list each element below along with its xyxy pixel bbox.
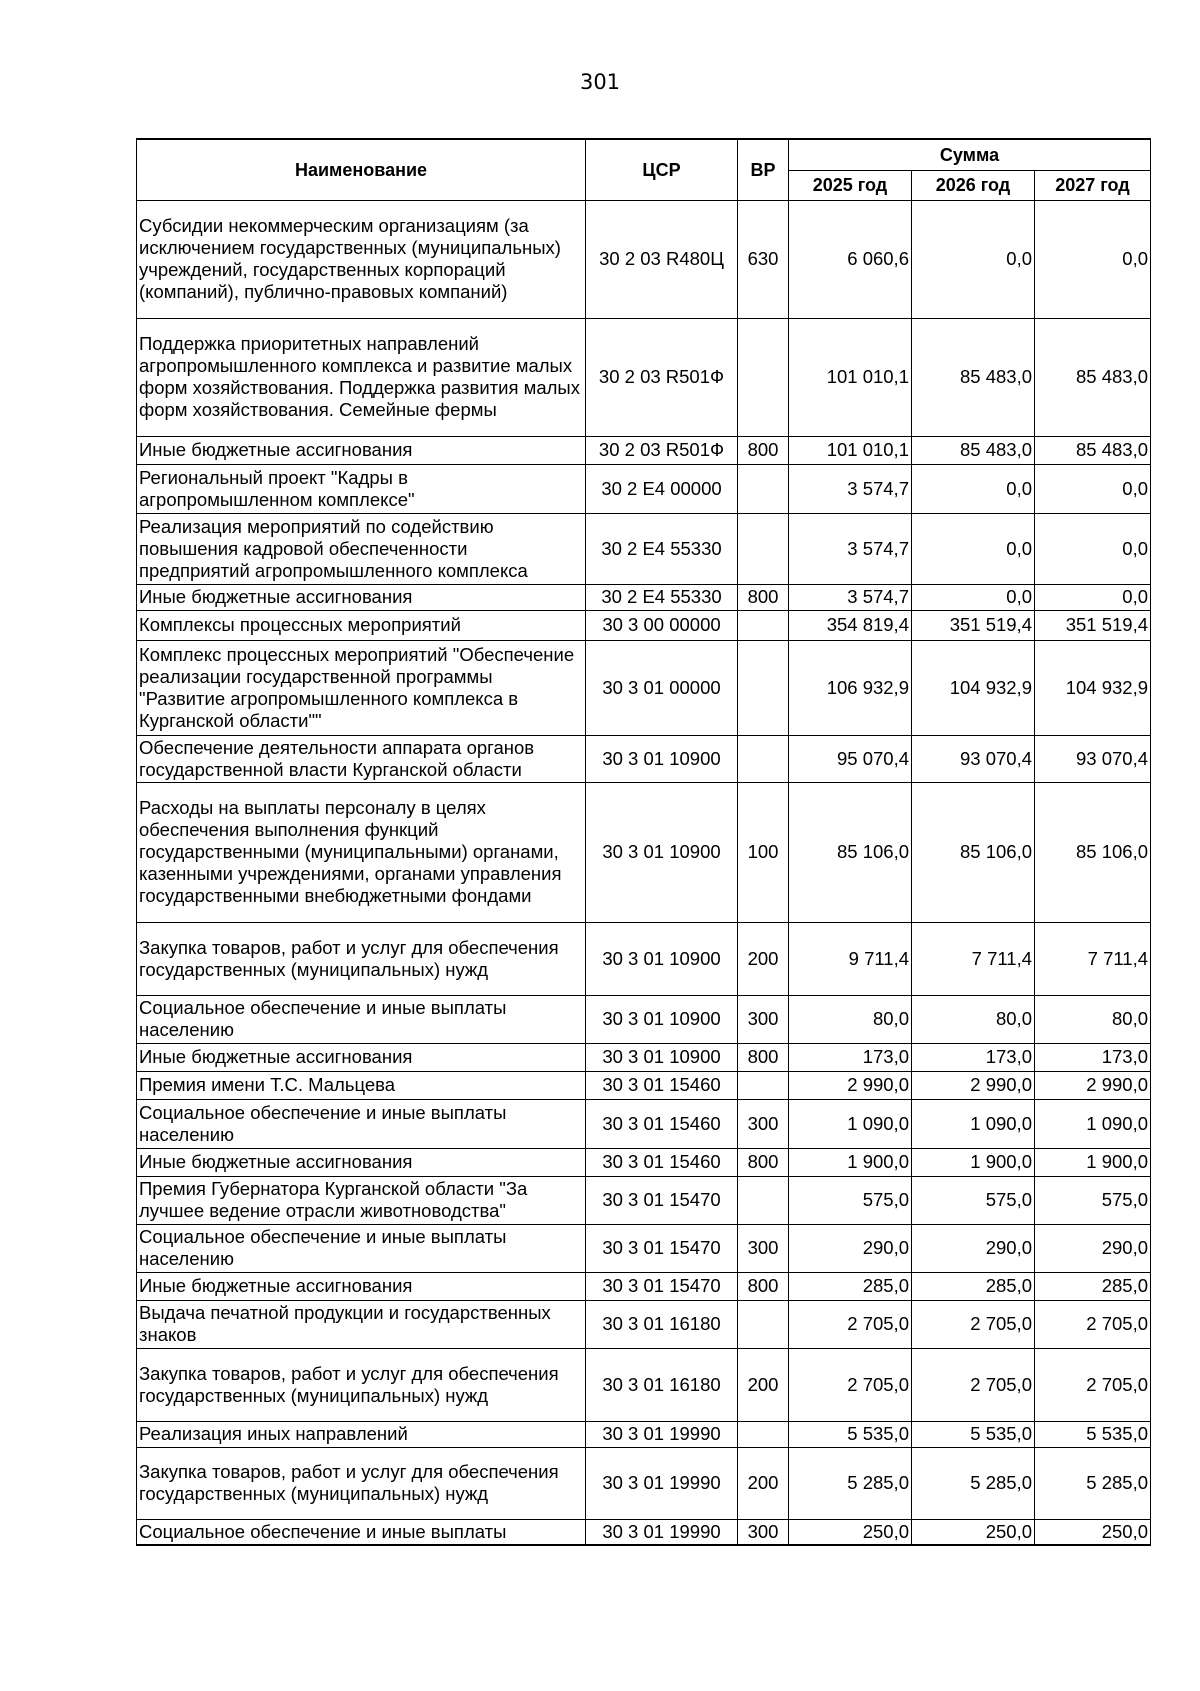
row-name-cell: Иные бюджетные ассигнования — [137, 1148, 586, 1176]
row-vr-cell: 300 — [738, 1224, 789, 1272]
row-name-cell: Региональный проект "Кадры в агропромышленном комплексе" — [137, 464, 586, 513]
row-sum-2025-cell: 290,0 — [789, 1224, 912, 1272]
row-name-cell: Выдача печатной продукции и государственных знаков — [137, 1300, 586, 1348]
table-row — [137, 513, 1151, 584]
row-csr-cell: 30 3 01 00000 — [586, 640, 738, 735]
row-csr-cell: 30 3 01 10900 — [586, 782, 738, 922]
row-sum-2025-cell: 6 060,6 — [789, 200, 912, 318]
row-sum-2026-cell: 285,0 — [912, 1272, 1035, 1300]
row-sum-2027-cell: 1 090,0 — [1035, 1099, 1151, 1148]
table-row — [137, 464, 1151, 513]
row-csr-cell: 30 2 03 R480Ц — [586, 200, 738, 318]
row-name-cell: Субсидии некоммерческим организациям (за исключением государственных (муниципальных) учреждений, государственных корпораций (компаний), публично-правовых компаний) — [137, 200, 586, 318]
table-row — [137, 782, 1151, 922]
row-sum-2025-cell: 285,0 — [789, 1272, 912, 1300]
row-sum-2027-cell: 0,0 — [1035, 513, 1151, 584]
table-row — [137, 1071, 1151, 1099]
table-row — [137, 1421, 1151, 1447]
table-row — [137, 1043, 1151, 1071]
row-csr-cell: 30 3 01 10900 — [586, 922, 738, 995]
row-sum-2027-cell: 7 711,4 — [1035, 922, 1151, 995]
row-sum-2026-cell: 85 483,0 — [912, 436, 1035, 464]
row-name-cell: Расходы на выплаты персоналу в целях обеспечения выполнения функций государственными (муниципальными) органами, казенными учреждениями, органами управления государственными внебюджетными фондами — [137, 782, 586, 922]
row-vr-cell — [738, 513, 789, 584]
row-sum-2026-cell: 85 106,0 — [912, 782, 1035, 922]
row-sum-2026-cell: 173,0 — [912, 1043, 1035, 1071]
row-sum-2027-cell: 575,0 — [1035, 1176, 1151, 1224]
row-name-cell: Реализация иных направлений — [137, 1421, 586, 1447]
row-sum-2025-cell: 85 106,0 — [789, 782, 912, 922]
table-row — [137, 1148, 1151, 1176]
row-name-cell: Закупка товаров, работ и услуг для обеспечения государственных (муниципальных) нужд — [137, 922, 586, 995]
row-csr-cell: 30 3 01 15470 — [586, 1176, 738, 1224]
row-sum-2027-cell: 173,0 — [1035, 1043, 1151, 1071]
row-name-cell: Иные бюджетные ассигнования — [137, 1272, 586, 1300]
row-sum-2026-cell: 1 090,0 — [912, 1099, 1035, 1148]
row-sum-2025-cell: 9 711,4 — [789, 922, 912, 995]
row-sum-2027-cell: 285,0 — [1035, 1272, 1151, 1300]
row-sum-2025-cell: 2 990,0 — [789, 1071, 912, 1099]
row-sum-2025-cell: 95 070,4 — [789, 735, 912, 782]
row-csr-cell: 30 3 01 15460 — [586, 1148, 738, 1176]
row-vr-cell: 800 — [738, 1148, 789, 1176]
row-sum-2026-cell: 0,0 — [912, 464, 1035, 513]
row-sum-2025-cell: 1 090,0 — [789, 1099, 912, 1148]
row-vr-cell — [738, 1421, 789, 1447]
row-csr-cell: 30 2 03 R501Ф — [586, 318, 738, 436]
table-row — [137, 1272, 1151, 1300]
row-name-cell: Премия Губернатора Курганской области "За лучшее ведение отрасли животноводства" — [137, 1176, 586, 1224]
row-sum-2027-cell: 2 705,0 — [1035, 1300, 1151, 1348]
row-sum-2027-cell: 85 483,0 — [1035, 436, 1151, 464]
row-name-cell: Иные бюджетные ассигнования — [137, 1043, 586, 1071]
row-sum-2026-cell: 290,0 — [912, 1224, 1035, 1272]
row-vr-cell — [738, 1176, 789, 1224]
row-sum-2027-cell: 80,0 — [1035, 995, 1151, 1043]
row-sum-2026-cell: 250,0 — [912, 1519, 1035, 1545]
row-sum-2026-cell: 2 990,0 — [912, 1071, 1035, 1099]
table-row — [137, 1224, 1151, 1272]
header-year-2026: 2026 год — [912, 170, 1035, 200]
header-sum: Сумма — [789, 139, 1151, 170]
table-row — [137, 1519, 1151, 1545]
row-vr-cell — [738, 1071, 789, 1099]
row-sum-2025-cell: 101 010,1 — [789, 436, 912, 464]
row-vr-cell: 200 — [738, 922, 789, 995]
table-row — [137, 1300, 1151, 1348]
table-row — [137, 1099, 1151, 1148]
row-sum-2025-cell: 3 574,7 — [789, 464, 912, 513]
table-row — [137, 436, 1151, 464]
row-sum-2027-cell: 250,0 — [1035, 1519, 1151, 1545]
row-sum-2026-cell: 85 483,0 — [912, 318, 1035, 436]
row-sum-2025-cell: 5 535,0 — [789, 1421, 912, 1447]
row-sum-2025-cell: 3 574,7 — [789, 584, 912, 610]
row-csr-cell: 30 2 E4 55330 — [586, 513, 738, 584]
table-header — [137, 139, 1151, 200]
row-sum-2026-cell: 2 705,0 — [912, 1300, 1035, 1348]
table-row — [137, 735, 1151, 782]
row-sum-2025-cell: 2 705,0 — [789, 1300, 912, 1348]
row-sum-2027-cell: 290,0 — [1035, 1224, 1151, 1272]
row-csr-cell: 30 3 01 19990 — [586, 1447, 738, 1519]
header-name: Наименование — [137, 139, 586, 200]
row-sum-2026-cell: 575,0 — [912, 1176, 1035, 1224]
row-sum-2026-cell: 2 705,0 — [912, 1348, 1035, 1421]
budget-table — [136, 138, 1151, 1546]
row-sum-2026-cell: 93 070,4 — [912, 735, 1035, 782]
row-sum-2026-cell: 351 519,4 — [912, 610, 1035, 640]
row-sum-2026-cell: 0,0 — [912, 584, 1035, 610]
table-body — [137, 200, 1151, 1545]
row-vr-cell: 200 — [738, 1348, 789, 1421]
row-sum-2025-cell: 250,0 — [789, 1519, 912, 1545]
row-name-cell: Социальное обеспечение и иные выплаты населению — [137, 1224, 586, 1272]
page-number: 301 — [579, 70, 621, 94]
row-sum-2027-cell: 2 990,0 — [1035, 1071, 1151, 1099]
row-sum-2025-cell: 1 900,0 — [789, 1148, 912, 1176]
table-row — [137, 610, 1151, 640]
row-sum-2025-cell: 354 819,4 — [789, 610, 912, 640]
row-sum-2026-cell: 80,0 — [912, 995, 1035, 1043]
row-vr-cell: 300 — [738, 1519, 789, 1545]
row-sum-2025-cell: 575,0 — [789, 1176, 912, 1224]
row-csr-cell: 30 2 03 R501Ф — [586, 436, 738, 464]
row-name-cell: Реализация мероприятий по содействию повышения кадровой обеспеченности предприятий агропромышленного комплекса — [137, 513, 586, 584]
row-name-cell: Иные бюджетные ассигнования — [137, 584, 586, 610]
row-vr-cell: 200 — [738, 1447, 789, 1519]
row-vr-cell — [738, 640, 789, 735]
row-csr-cell: 30 3 01 10900 — [586, 1043, 738, 1071]
table-row — [137, 640, 1151, 735]
row-sum-2027-cell: 0,0 — [1035, 584, 1151, 610]
row-sum-2027-cell: 351 519,4 — [1035, 610, 1151, 640]
row-name-cell: Комплексы процессных мероприятий — [137, 610, 586, 640]
header-vr: ВР — [738, 139, 789, 200]
row-sum-2026-cell: 0,0 — [912, 513, 1035, 584]
row-name-cell: Обеспечение деятельности аппарата органов государственной власти Курганской области — [137, 735, 586, 782]
header-csr: ЦСР — [586, 139, 738, 200]
row-sum-2025-cell: 5 285,0 — [789, 1447, 912, 1519]
row-sum-2025-cell: 106 932,9 — [789, 640, 912, 735]
row-csr-cell: 30 2 E4 00000 — [586, 464, 738, 513]
row-sum-2027-cell: 0,0 — [1035, 464, 1151, 513]
row-vr-cell — [738, 1300, 789, 1348]
row-vr-cell: 800 — [738, 1272, 789, 1300]
table-row — [137, 995, 1151, 1043]
row-sum-2025-cell: 173,0 — [789, 1043, 912, 1071]
header-year-2027: 2027 год — [1035, 170, 1151, 200]
row-vr-cell — [738, 318, 789, 436]
row-sum-2027-cell: 93 070,4 — [1035, 735, 1151, 782]
row-csr-cell: 30 3 01 19990 — [586, 1519, 738, 1545]
row-sum-2026-cell: 5 285,0 — [912, 1447, 1035, 1519]
row-name-cell: Комплекс процессных мероприятий "Обеспечение реализации государственной программы "Развитие агропромышленного комплекса в Курганской области"" — [137, 640, 586, 735]
row-vr-cell: 300 — [738, 1099, 789, 1148]
row-sum-2026-cell: 0,0 — [912, 200, 1035, 318]
table-row — [137, 584, 1151, 610]
row-vr-cell — [738, 610, 789, 640]
row-sum-2027-cell: 2 705,0 — [1035, 1348, 1151, 1421]
row-sum-2025-cell: 3 574,7 — [789, 513, 912, 584]
row-csr-cell: 30 3 01 16180 — [586, 1300, 738, 1348]
row-csr-cell: 30 3 01 15460 — [586, 1099, 738, 1148]
row-sum-2025-cell: 101 010,1 — [789, 318, 912, 436]
row-vr-cell: 300 — [738, 995, 789, 1043]
row-csr-cell: 30 3 01 19990 — [586, 1421, 738, 1447]
row-vr-cell: 800 — [738, 1043, 789, 1071]
row-sum-2026-cell: 5 535,0 — [912, 1421, 1035, 1447]
row-sum-2027-cell: 5 285,0 — [1035, 1447, 1151, 1519]
row-csr-cell: 30 3 01 15470 — [586, 1224, 738, 1272]
row-csr-cell: 30 2 E4 55330 — [586, 584, 738, 610]
table-row — [137, 1348, 1151, 1421]
row-name-cell: Социальное обеспечение и иные выплаты населению — [137, 995, 586, 1043]
table-row — [137, 1176, 1151, 1224]
table-row — [137, 318, 1151, 436]
row-vr-cell — [738, 735, 789, 782]
row-name-cell: Поддержка приоритетных направлений агропромышленного комплекса и развитие малых форм хозяйствования. Поддержка развития малых форм хозяйствования. Семейные фермы — [137, 318, 586, 436]
row-name-cell: Закупка товаров, работ и услуг для обеспечения государственных (муниципальных) нужд — [137, 1447, 586, 1519]
table-row — [137, 200, 1151, 318]
row-sum-2027-cell: 85 106,0 — [1035, 782, 1151, 922]
row-name-cell: Закупка товаров, работ и услуг для обеспечения государственных (муниципальных) нужд — [137, 1348, 586, 1421]
row-sum-2026-cell: 104 932,9 — [912, 640, 1035, 735]
row-csr-cell: 30 3 01 10900 — [586, 995, 738, 1043]
row-sum-2027-cell: 104 932,9 — [1035, 640, 1151, 735]
row-name-cell: Социальное обеспечение и иные выплаты — [137, 1519, 586, 1545]
row-sum-2026-cell: 1 900,0 — [912, 1148, 1035, 1176]
row-vr-cell — [738, 464, 789, 513]
row-vr-cell: 100 — [738, 782, 789, 922]
table-row — [137, 922, 1151, 995]
row-vr-cell: 800 — [738, 584, 789, 610]
row-vr-cell: 630 — [738, 200, 789, 318]
row-sum-2025-cell: 2 705,0 — [789, 1348, 912, 1421]
row-sum-2027-cell: 5 535,0 — [1035, 1421, 1151, 1447]
row-sum-2027-cell: 1 900,0 — [1035, 1148, 1151, 1176]
row-csr-cell: 30 3 01 15470 — [586, 1272, 738, 1300]
row-csr-cell: 30 3 01 16180 — [586, 1348, 738, 1421]
row-name-cell: Премия имени Т.С. Мальцева — [137, 1071, 586, 1099]
row-name-cell: Иные бюджетные ассигнования — [137, 436, 586, 464]
header-year-2025: 2025 год — [789, 170, 912, 200]
table-row — [137, 1447, 1151, 1519]
row-csr-cell: 30 3 01 10900 — [586, 735, 738, 782]
row-sum-2027-cell: 0,0 — [1035, 200, 1151, 318]
row-sum-2025-cell: 80,0 — [789, 995, 912, 1043]
row-csr-cell: 30 3 00 00000 — [586, 610, 738, 640]
row-vr-cell: 800 — [738, 436, 789, 464]
row-csr-cell: 30 3 01 15460 — [586, 1071, 738, 1099]
row-sum-2027-cell: 85 483,0 — [1035, 318, 1151, 436]
row-name-cell: Социальное обеспечение и иные выплаты населению — [137, 1099, 586, 1148]
row-sum-2026-cell: 7 711,4 — [912, 922, 1035, 995]
